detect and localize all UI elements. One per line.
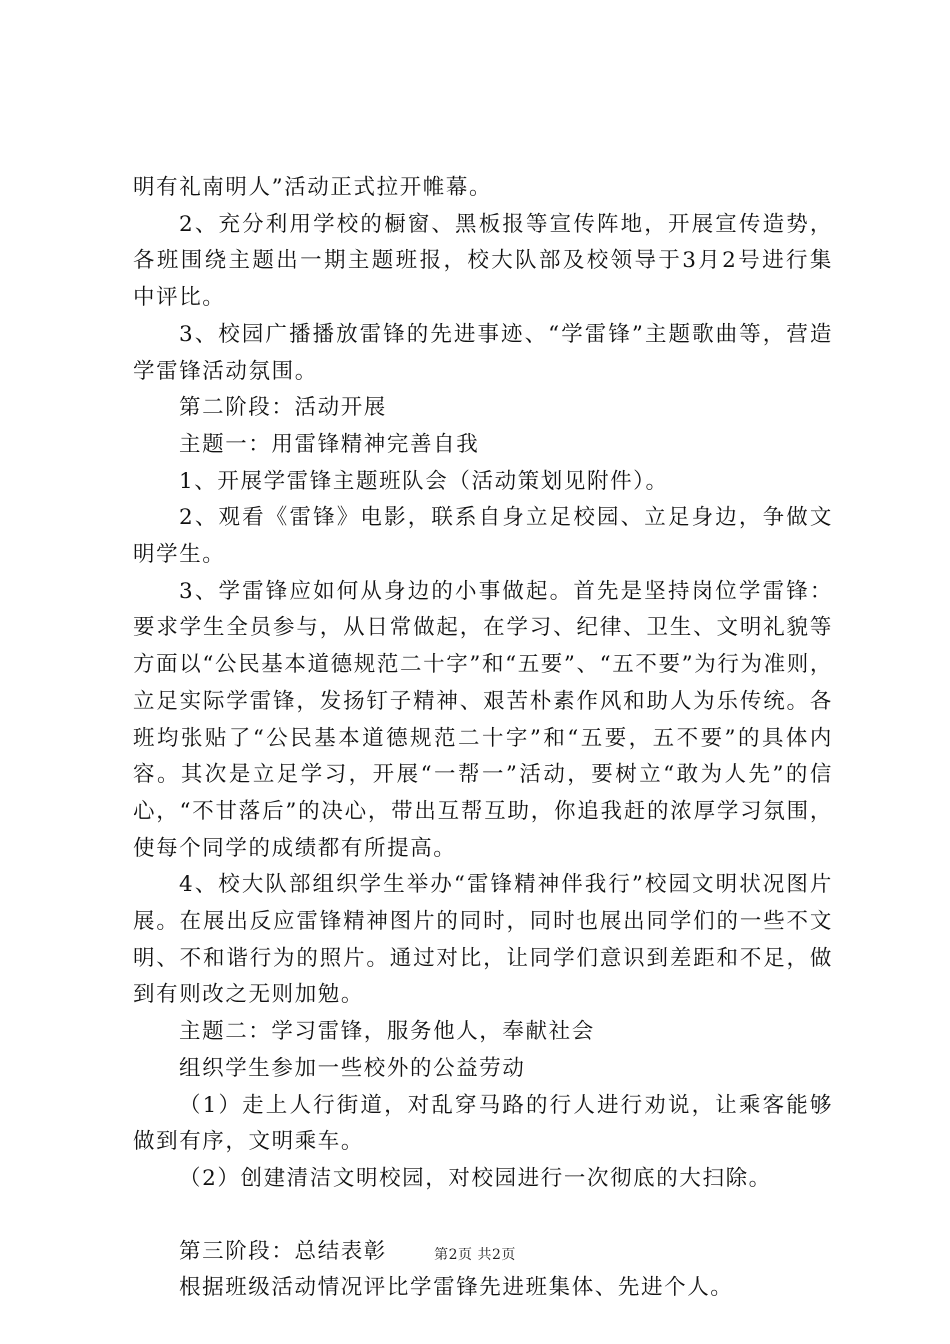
theme-one-heading: 主题一：用雷锋精神完善自我 [179,431,480,457]
paragraph-awards: 根据班级活动情况评比学雷锋先进班集体、先进个人。 [179,1275,734,1301]
theme-two-heading: 主题二：学习雷锋，服务他人，奉献社会 [179,1019,595,1045]
paragraph-item-4-photo-exhibition: 4、校大队部组织学生举办“雷锋精神伴我行”校园文明状况图片展。在展出反应雷锋精神图片的同时，同时也展出同学们的一些不文明、不和谐行为的照片。通过对比，让同学们意识到差距和不足，做到有则改之无则加勉。 [133,872,833,1008]
stage-two-heading: 第二阶段：活动开展 [179,395,387,421]
paragraph-item-2-movie: 2、观看《雷锋》电影，联系自身立足校园、立足身边，争做文明学生。 [133,505,833,568]
paragraph-gap [133,1198,833,1234]
paragraph-item-2-publicity: 2、充分利用学校的橱窗、黑板报等宣传阵地，开展宣传造势，各班围绕主题出一期主题班报，校大队部及校领导于3月2号进行集中评比。 [133,211,833,311]
paragraph-item-1-class-meeting: 1、开展学雷锋主题班队会（活动策划见附件）。 [179,468,669,494]
paragraph-public-service: 组织学生参加一些校外的公益劳动 [179,1055,526,1081]
paragraph-item-3-small-things: 3、学雷锋应如何从身边的小事做起。首先是坚持岗位学雷锋：要求学生全员参与，从日常做起，在学习、纪律、卫生、文明礼貌等方面以“公民基本道德规范二十字”和“五要”、“五不要”为行为准则，立足实际学雷锋，发扬钉子精神、艰苦朴素作风和助人为乐传统。各班均张贴了“公民基本道德规范二十字”和“五要，五不要”的具体内容。其次是立足学习，开展“一帮一”活动，要树立“敢为人先”的信心，“不甘落后”的决心，带出互帮互助，你追我赶的浓厚学习氛围，使每个同学的成绩都有所提高。 [133,578,833,861]
page-footer: 第2页 共2页 [434,1247,516,1263]
paragraph-item-3-broadcast: 3、校园广播播放雷锋的先进事迹、“学雷锋”主题歌曲等，营造学雷锋活动氛围。 [133,321,833,384]
stage-three-heading: 第三阶段：总结表彰 [179,1238,387,1264]
document-body [133,170,833,1307]
paragraph-sub-item-1-street: （1）走上人行街道，对乱穿马路的行人进行劝说，让乘客能够做到有序，文明乘车。 [133,1092,833,1155]
paragraph-continuation: 明有礼南明人”活动正式拉开帷幕。 [133,175,493,200]
paragraph-sub-item-2-cleanup: （2）创建清洁文明校园，对校园进行一次彻底的大扫除。 [179,1165,772,1191]
